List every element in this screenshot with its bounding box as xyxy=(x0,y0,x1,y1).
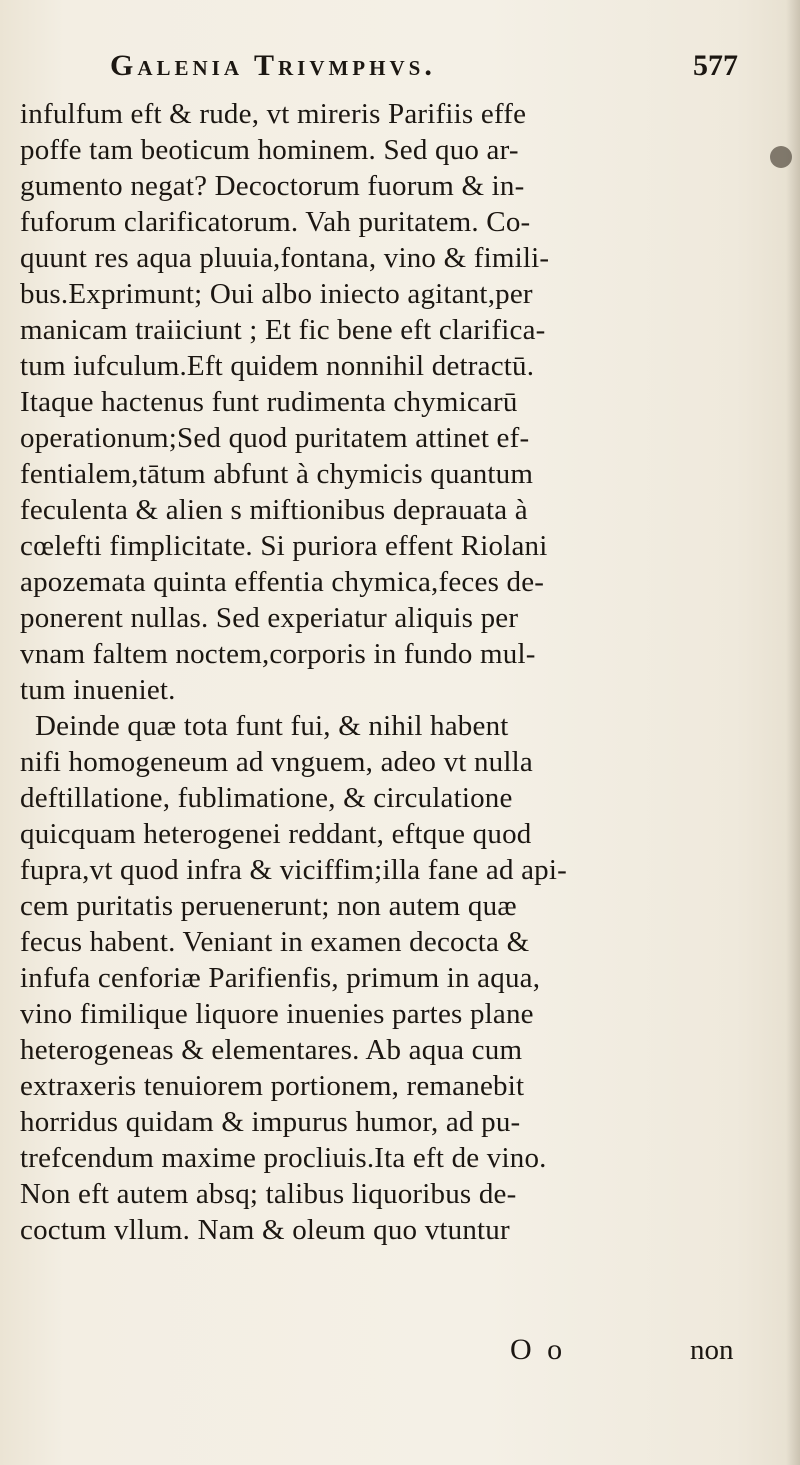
text-line: extraxeris tenuiorem portionem, remanebit xyxy=(20,1070,525,1102)
text-line: heterogeneas & elementares. Ab aqua cum xyxy=(20,1034,523,1066)
page-header xyxy=(110,46,750,90)
page-footer xyxy=(20,1332,790,1372)
text-line: trefcendum maxime procliuis.Ita eft de vino. xyxy=(20,1142,547,1174)
text-line: deftillatione, fublimatione, & circulatione xyxy=(20,782,513,814)
signature-mark: O o xyxy=(510,1333,567,1366)
text-line: cem puritatis peruenerunt; non autem quæ xyxy=(20,890,517,922)
text-line: fecus habent. Veniant in examen decocta & xyxy=(20,926,530,958)
text-line: coctum vllum. Nam & oleum quo vtuntur xyxy=(20,1214,510,1246)
paragraph-start-line: Deinde quæ tota funt fui, & nihil habent xyxy=(35,710,509,742)
text-line: poffe tam beoticum hominem. Sed quo ar- xyxy=(20,134,519,166)
text-line: vnam faltem noctem,corporis in fundo mul- xyxy=(20,638,536,670)
text-line: cœlefti fimplicitate. Si puriora effent Riolani xyxy=(20,530,548,562)
text-line: infufa cenforiæ Parifienfis, primum in aqua, xyxy=(20,962,541,994)
text-line: apozemata quinta effentia chymica,feces de- xyxy=(20,566,545,598)
text-line: quunt res aqua pluuia,fontana, vino & fimili- xyxy=(20,242,550,274)
page-number: 577 xyxy=(693,49,738,82)
text-line: tum inueniet. xyxy=(20,674,176,706)
text-line: vino fimilique liquore inuenies partes plane xyxy=(20,998,534,1030)
text-line: tum iufculum.Eft quidem nonnihil detractū. xyxy=(20,350,535,382)
text-line: horridus quidam & impurus humor, ad pu- xyxy=(20,1106,521,1138)
text-line: fentialem,tātum abfunt à chymicis quantum xyxy=(20,458,534,490)
text-line: nifi homogeneum ad vnguem, adeo vt nulla xyxy=(20,746,533,778)
text-line: manicam traiiciunt ; Et fic bene eft clarifica- xyxy=(20,314,546,346)
text-line: fupra,vt quod infra & viciffim;illa fane ad api- xyxy=(20,854,567,886)
text-line: ponerent nullas. Sed experiatur aliquis per xyxy=(20,602,519,634)
text-line: operationum;Sed quod puritatem attinet ef- xyxy=(20,422,530,454)
body-text xyxy=(20,96,790,1248)
running-title: Galenia Trivmphvs. xyxy=(110,49,436,82)
text-line: fuforum clarificatorum. Vah puritatem. Co- xyxy=(20,206,531,238)
text-line: Non eft autem absq; talibus liquoribus de- xyxy=(20,1178,517,1210)
text-line: gumento negat? Decoctorum fuorum & in- xyxy=(20,170,525,202)
catchword: non xyxy=(690,1334,734,1366)
text-line: bus.Exprimunt; Oui albo iniecto agitant,per xyxy=(20,278,533,310)
text-line: infulfum eft & rude, vt mireris Parifiis effe xyxy=(20,98,527,130)
text-line: Itaque hactenus funt rudimenta chymicarū xyxy=(20,386,518,418)
text-line: feculenta & alien s miftionibus deprauata à xyxy=(20,494,528,526)
text-line: quicquam heterogenei reddant, eftque quod xyxy=(20,818,532,850)
